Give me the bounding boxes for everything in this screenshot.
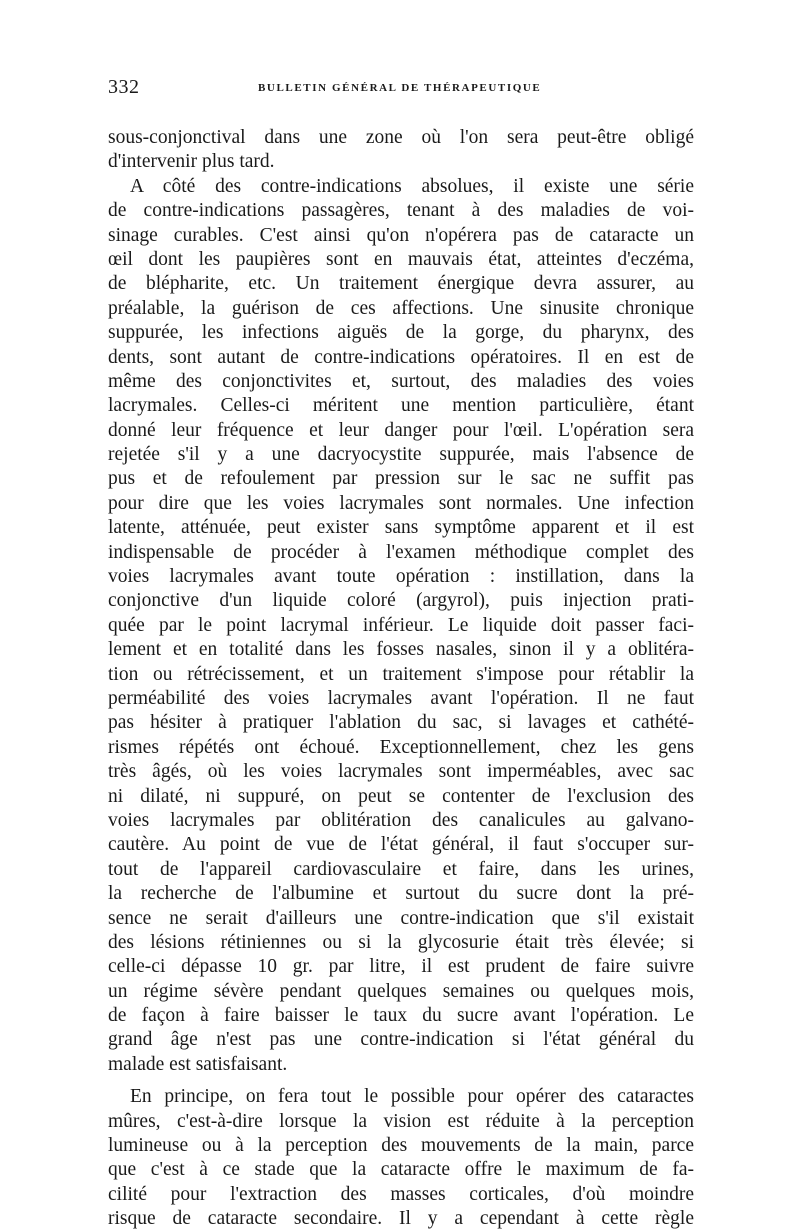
page-number: 332 — [108, 76, 140, 98]
text-line: perméabilité des voies lacrymales avant l'opération. Il ne faut — [108, 687, 694, 709]
text-line: mûres, c'est-à-dire lorsque la vision est réduite à la perception — [108, 1110, 694, 1132]
text-line: sous-conjonctival dans une zone où l'on sera peut-être obligé — [108, 127, 694, 148]
text-line: un régime sévère pendant quelques semaines ou quelques mois, — [108, 980, 694, 1002]
text-line: de contre-indications passagères, tenant à des maladies de voi- — [108, 200, 694, 222]
text-line: d'intervenir plus tard. — [108, 151, 275, 173]
text-line: rismes répétés ont échoué. Exceptionnellement, chez les gens — [108, 736, 694, 758]
text-line: sence ne serait d'ailleurs une contre-indication que s'il existait — [108, 907, 694, 929]
text-line: dents, sont autant de contre-indications opératoires. Il en est de — [108, 346, 694, 368]
text-line: œil dont les paupières sont en mauvais état, atteintes d'eczéma, — [108, 248, 694, 270]
text-line: En principe, on fera tout le possible pour opérer des cataractes — [130, 1086, 694, 1108]
paragraph-3 — [108, 1085, 694, 1231]
text-line: préalable, la guérison de ces affections. Une sinusite chronique — [108, 297, 694, 319]
text-line: voies lacrymales avant toute opération : instillation, dans la — [108, 566, 694, 588]
text-line: pour dire que les voies lacrymales sont normales. Une infection — [108, 492, 694, 514]
text-line: indispensable de procéder à l'examen méthodique complet des — [108, 541, 694, 563]
paragraph-2 — [108, 175, 694, 1077]
text-line: même des conjonctivites et, surtout, des maladies des voies — [108, 370, 694, 392]
text-line: celle-ci dépasse 10 gr. par litre, il est prudent de faire suivre — [108, 956, 694, 978]
text-line: voies lacrymales par oblitération des canalicules au galvano- — [108, 809, 694, 831]
text-line: cautère. Au point de vue de l'état général, il faut s'occuper sur- — [108, 834, 694, 856]
journal-title: BULLETIN GÉNÉRAL DE THÉRAPEUTIQUE — [258, 82, 542, 94]
paragraph-gap — [108, 1077, 694, 1085]
text-line: lacrymales. Celles-ci méritent une mention particulière, étant — [108, 395, 694, 417]
running-head — [108, 76, 694, 102]
text-line: lement et en totalité dans les fosses nasales, sinon il y a oblitéra- — [108, 639, 694, 661]
text-line: tion ou rétrécissement, et un traitement s'impose pour rétablir la — [108, 663, 694, 685]
text-line: pus et de refoulement par pression sur le sac ne suffit pas — [108, 468, 694, 490]
text-line: donné leur fréquence et leur danger pour l'œil. L'opération sera — [108, 419, 694, 441]
paragraph-1 — [108, 126, 694, 175]
text-line: que c'est à ce stade que la cataracte offre le maximum de fa- — [108, 1159, 694, 1181]
text-line: de blépharite, etc. Un traitement énergique devra assurer, au — [108, 273, 694, 295]
text-line: très âgés, où les voies lacrymales sont imperméables, avec sac — [108, 761, 694, 783]
body-text — [108, 126, 694, 1232]
text-line: malade est satisfaisant. — [108, 1053, 288, 1075]
text-line: ni dilaté, ni suppuré, on peut se contenter de l'exclusion des — [108, 785, 694, 807]
text-line: de façon à faire baisser le taux du sucre avant l'opération. Le — [108, 1005, 694, 1027]
text-line: tout de l'appareil cardiovasculaire et faire, dans les urines, — [108, 858, 694, 880]
text-line: rejetée s'il y a une dacryocystite suppurée, mais l'absence de — [108, 444, 694, 466]
text-line: lumineuse ou à la perception des mouvements de la main, parce — [108, 1135, 694, 1157]
text-line: sinage curables. C'est ainsi qu'on n'opérera pas de cataracte un — [108, 224, 694, 246]
text-line: risque de cataracte secondaire. Il y a cependant à cette règle — [108, 1208, 694, 1230]
text-line: quée par le point lacrymal inférieur. Le liquide doit passer faci- — [108, 614, 694, 636]
text-line: grand âge n'est pas une contre-indication si l'état général du — [108, 1029, 694, 1051]
text-line: suppurée, les infections aiguës de la gorge, du pharynx, des — [108, 322, 694, 344]
text-line: A côté des contre-indications absolues, il existe une série — [130, 175, 694, 197]
text-line: pas hésiter à pratiquer l'ablation du sac, si lavages et cathété- — [108, 712, 694, 734]
text-line: la recherche de l'albumine et surtout du sucre dont la pré- — [108, 883, 694, 905]
text-line: conjonctive d'un liquide coloré (argyrol), puis injection prati- — [108, 590, 694, 612]
text-line: latente, atténuée, peut exister sans symptôme apparent et il est — [108, 517, 694, 539]
text-line: cilité pour l'extraction des masses corticales, d'où moindre — [108, 1183, 694, 1205]
text-line: des lésions rétiniennes ou si la glycosurie était très élevée; si — [108, 931, 694, 953]
